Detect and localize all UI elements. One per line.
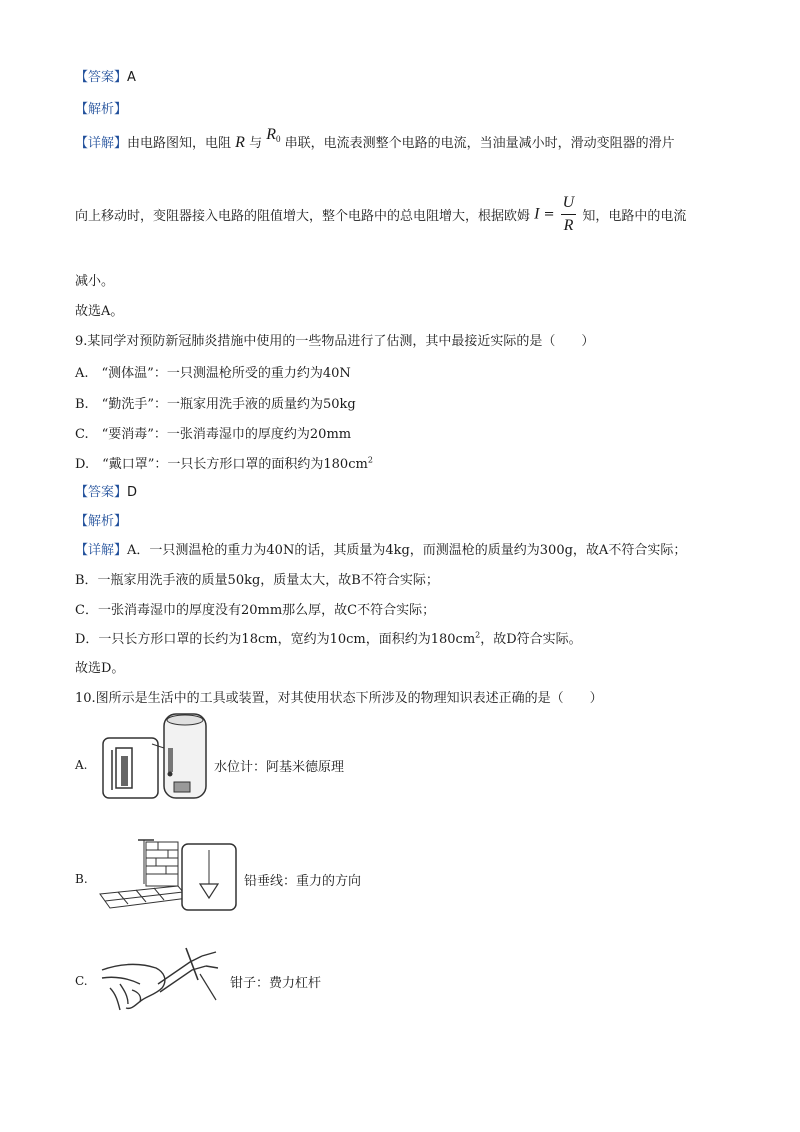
variable-r0-base: R [266, 126, 277, 143]
plumb-line-figure [98, 836, 238, 916]
detail-tag: 【详解】 [75, 543, 128, 558]
q9-stem: 9.某同学对预防新冠肺炎措施中使用的一些物品进行了估测，其中最接近实际的是（ ） [75, 334, 595, 349]
analysis-tag: 【解析】 [75, 514, 128, 529]
q10-option-a-label: A. [75, 758, 88, 772]
ohm-fraction [561, 192, 577, 237]
answer-tag: 【答案】 [75, 485, 128, 500]
analysis-tag: 【解析】 [75, 102, 128, 117]
pliers-figure [98, 944, 222, 1020]
superscript: 2 [367, 455, 373, 465]
q9-option-c: C. “要消毒”：一张消毒湿巾的厚度约为20mm [75, 427, 352, 442]
detail-text: 与 [249, 136, 263, 151]
q8-detail-line-1 [75, 126, 675, 152]
water-level-gauge-figure [100, 710, 208, 802]
detail-text: 知，电路中的电流 [582, 209, 687, 224]
q10-option-b-label: B. [75, 872, 88, 886]
answer-value: D [127, 485, 138, 500]
q10-stem: 10.图所示是生活中的工具或装置，对其使用状态下所涉及的物理知识表述正确的是（ ） [75, 691, 603, 706]
detail-text: ，故D符合实际。 [480, 632, 582, 647]
q9-detail-c: C．一张消毒湿巾的厚度没有20mm那么厚，故C不符合实际； [75, 603, 436, 618]
q9-answer-line [75, 481, 137, 500]
variable-r0-sub: 0 [276, 134, 281, 144]
superscript: 2 [475, 630, 481, 640]
q9-conclusion: 故选D。 [75, 661, 125, 676]
q9-option-a: A. “测体温”：一只测温枪所受的重力约为40N [75, 366, 351, 381]
equals-sign: = [543, 207, 555, 222]
answer-tag: 【答案】 [75, 70, 128, 85]
q10-option-c-label: C. [75, 974, 88, 988]
q10-option-c-caption: 钳子：费力杠杆 [230, 976, 322, 991]
q9-option-d-text: D. “戴口罩”：一只长方形口罩的面积约为180cm [75, 457, 368, 472]
detail-text: 由电路图知，电阻 [127, 136, 232, 151]
q9-analysis-line [75, 510, 127, 529]
fraction-numerator: U [561, 192, 577, 215]
detail-text: A．一只测温枪的重力为40N的话，其质量为4kg，而测温枪的质量约为300g，故A不符合实际； [127, 543, 687, 558]
variable-r: R [235, 134, 245, 151]
detail-text: 向上移动时，变阻器接入电路的阻值增大，整个电路中的总电阻增大，根据欧姆 [75, 209, 531, 224]
fraction-denominator: R [563, 217, 574, 234]
q8-analysis-line [75, 98, 127, 117]
variable-i: I [534, 205, 540, 223]
answer-value: A [127, 70, 136, 85]
q8-detail-line-2 [75, 192, 686, 237]
q10-option-a-caption: 水位计：阿基米德原理 [214, 760, 345, 775]
q9-detail-d [75, 628, 582, 647]
q8-conclusion: 故选A。 [75, 304, 124, 319]
detail-tag: 【详解】 [75, 136, 128, 151]
q8-answer-line [75, 66, 136, 85]
q10-option-b-caption: 铅垂线：重力的方向 [244, 874, 362, 889]
detail-text: 串联，电流表测整个电路的电流，当油量减小时，滑动变阻器的滑片 [284, 136, 675, 151]
q9-option-d [75, 453, 373, 472]
q9-option-b: B. “勤洗手”：一瓶家用洗手液的质量约为50kg [75, 397, 356, 412]
q9-detail-a [75, 539, 686, 558]
q9-detail-b: B．一瓶家用洗手液的质量50kg，质量太大，故B不符合实际； [75, 573, 439, 588]
variable-r0 [266, 126, 280, 143]
detail-text: D．一只长方形口罩的长约为18cm，宽约为10cm，面积约为180cm [75, 632, 476, 647]
q8-detail-line-3: 减小。 [75, 274, 115, 289]
